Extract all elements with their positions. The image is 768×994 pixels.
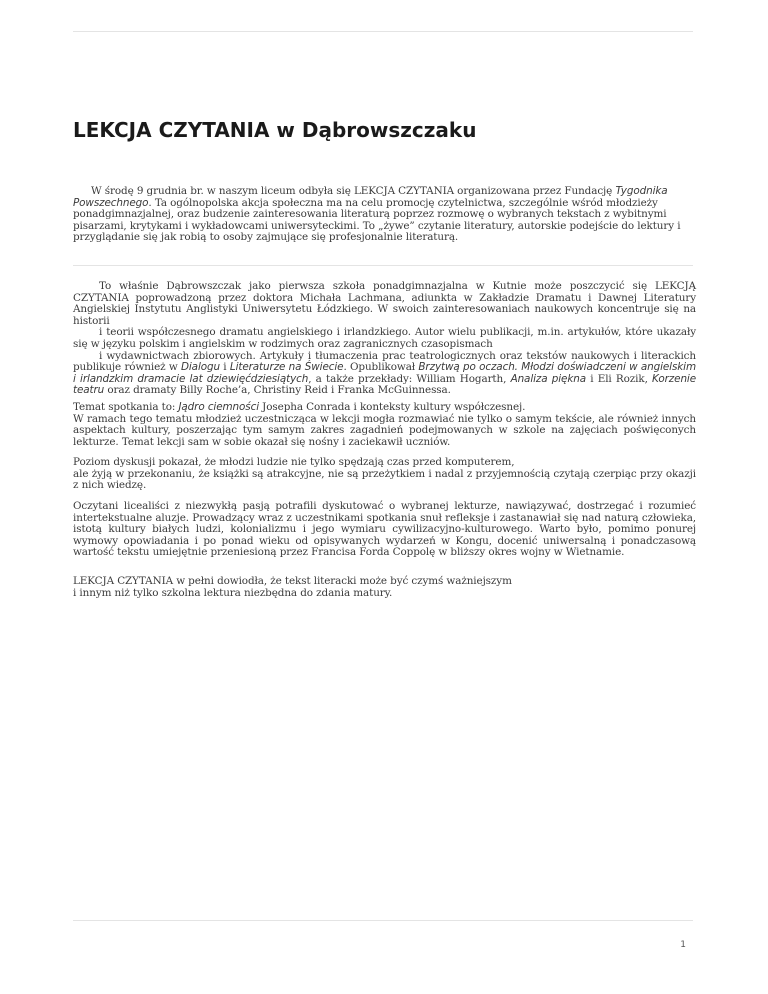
text-span: oraz dramaty Billy Roche’a, Christiny Reid i Franka McGuinnessa.	[104, 384, 451, 397]
lecturer-paragraph	[73, 281, 696, 397]
discussion-paragraph	[73, 457, 696, 492]
text-line: i teorii współczesnego dramatu angielskiego i irlandzkiego. Autor wielu publikacji, m.in. artykułów, które ukazały się w języku polskim i angielskim w rodzimych oraz zagranicznych czasopismach	[73, 326, 696, 350]
italic-span: Tygodnika Powszechnego	[73, 185, 668, 209]
text-line	[73, 351, 696, 397]
text-line: To właśnie Dąbrowszczak jako pierwsza szkoła ponadgimnazjalna w Kutnie może poszczycić się LEKCJĄ CZYTANIA poprowadzoną przez doktora Michała Lachmana, adiunkta w Zakładzie Dramatu i Dawnej Literatury Angielskiej Instytutu Anglistyki Uniwersytetu Łódzkiego. W swoich zainteresowaniach naukowych koncentruje się na historii	[73, 280, 696, 327]
text-span: Temat spotkania to:	[73, 401, 179, 413]
document-title: LEKCJA CZYTANIA w Dąbrowszczaku	[73, 118, 477, 142]
top-divider	[73, 31, 693, 32]
text-line	[73, 402, 696, 414]
italic-span: Brzytwą po oczach. Młodzi doświadczeni w angielskim i irlandzkim dramacie lat dziewięćdziesiątych	[73, 361, 696, 385]
text-span: . Ta ogólnopolska akcja społeczna ma na celu promocję czytelnictwa, szczególnie wśród młodzieży ponadgimnazjalnej, oraz budzenie zainteresowania literaturą poprzez rozmowę o wybranych tekstach z wybitnymi pisarzami, krytykami i wykładowcami uniwersyteckimi. To „żywe” czytanie literatury, autorskie podejście do lektury i przyglądanie się jak robią to osoby zajmujące się profesjonalnie literaturą.	[73, 196, 681, 244]
text-span: i	[219, 361, 230, 374]
text-line: i innym niż tylko szkolna lektura niezbędna do zdania matury.	[73, 586, 393, 599]
text-line: LEKCJA CZYTANIA w pełni dowiodła, że tekst literacki może być czymś ważniejszym	[73, 575, 512, 587]
text-span: i wydawnictwach zbiorowych. Artykuły i tłumaczenia prac teatrologicznych oraz tekstów naukowych i literackich publikuje również w	[73, 349, 696, 374]
text-span: , a także przekłady: William Hogarth,	[308, 372, 511, 385]
italic-span: Analiza piękna	[510, 372, 587, 385]
text-line: ale żyją w przekonaniu, że książki są atrakcyjne, nie są przeżytkiem i nadal z przyjemnością czytają czerpiąc przy okazji z nich wiedzę.	[73, 467, 696, 492]
text-span: . Opublikował	[343, 361, 419, 374]
topic-paragraph	[73, 402, 696, 448]
italic-span: Korzenie teatru	[73, 372, 697, 397]
footer-divider	[73, 920, 693, 921]
text-line: Poziom dyskusji pokazał, że młodzi ludzie nie tylko spędzają czas przed komputerem,	[73, 456, 515, 468]
italic-span: Literaturze na Świecie	[229, 361, 344, 374]
text-line: W ramach tego tematu młodzież uczestnicząca w lekcji mogła rozmawiać nie tylko o samym tekście, ale również innych aspektach kultury, poszerzając tym samym zakres zagadnień podejmowanych w szkole na zajęciach poświęconych lekturze. Temat lekcji sam w sobie okazał się nośny i zaciekawił uczniów.	[73, 412, 696, 448]
text-span: i Eli Rozik,	[586, 372, 653, 385]
italic-span: Jądro ciemności	[178, 401, 259, 413]
italic-span: Dialogu	[180, 361, 220, 374]
text-span: W środę 9 grudnia br. w naszym liceum odbyła się LEKCJA CZYTANIA organizowana przez Fundację	[91, 185, 616, 197]
text-span: Josepha Conrada i konteksty kultury współczesnej.	[258, 401, 526, 413]
conclusion-paragraph	[73, 576, 696, 599]
students-paragraph: Oczytani licealiści z niezwykłą pasją potrafili dyskutować o wybranej lekturze, nawiązywać, dostrzegać i rozumieć intertekstualne aluzje. Prowadzący wraz z uczestnikami spotkania snuł refleksje i zastanawiał się nad naturą człowieka, istotą kultury białych ludzi, kolonializmu i jego wymiaru cywilizacyjno-kulturowego. Warto było, pomimo ponurej wymowy opowiadania i po ponad wieku od opisywanych wydarzeń w Kongu, docenić uniwersalną i ponadczasową wartość tekstu umiejętnie przeniesioną przez Francisa Forda Coppolę w bliższy okres wojny w Wietnamie.	[73, 500, 696, 559]
section-divider	[73, 265, 693, 266]
page-number: 1	[680, 940, 686, 950]
intro-paragraph	[73, 186, 696, 244]
